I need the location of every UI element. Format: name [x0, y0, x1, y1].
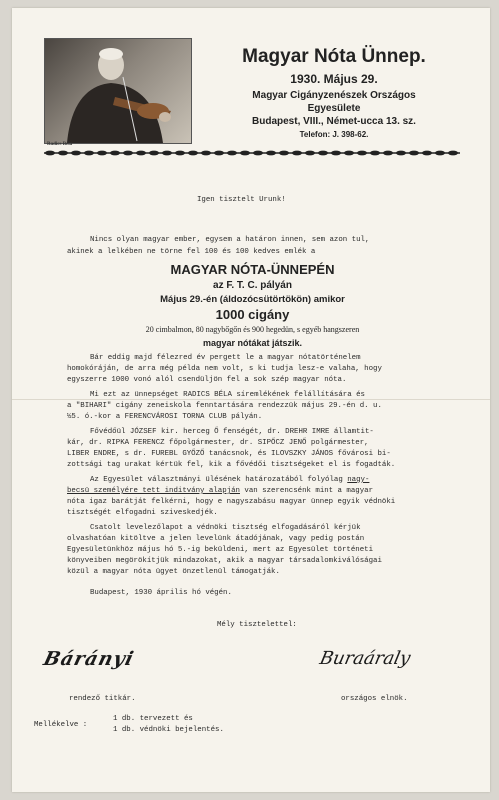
instrument-list: 20 cimbalmon, 80 nagybőgőn és 900 hegedün, s egyéb hangszeren: [145, 325, 360, 334]
event-action: magyar nótákat játszik.: [202, 338, 303, 348]
letterhead-address: Budapest, VIII., Német-ucca 13. sz.: [252, 116, 416, 127]
intro-line: akinek a lelkében ne törne fel 100 és 100 kedves emlék a: [67, 248, 316, 256]
paragraph-line: Csatolt levelezőlapot a védnöki tisztség elfogadásáról kérjük: [90, 524, 361, 532]
underlined-text: becsü személyére tett inditvány alapján: [67, 487, 240, 495]
letterhead-date: 1930. Május 29.: [290, 72, 378, 86]
letterhead-organization: Magyar Cigányzenészek Országos: [252, 90, 416, 101]
paragraph-line: nóta igaz barátját felkérni, hogy e nagyszabásu magyar ünnep egyik védnöki: [67, 498, 396, 506]
paragraph-line: olvashatóan kitöltve a jelen levelünk átadójának, vagy pedig postán: [67, 535, 365, 543]
underlined-text: nagy-: [347, 476, 370, 484]
right-signer-role: országos elnök.: [341, 695, 408, 703]
paragraph-line: könyveiben megörökítjük mindazokat, akik a magyar társadalomkiválóságai: [67, 557, 382, 565]
photo-caption: Radics Béla: [47, 142, 73, 147]
place-date: Budapest, 1930 április hó végén.: [90, 589, 232, 597]
paragraph-line: Mi ezt az ünnepséget RADICS BÉLA síremlékének felállítására és: [90, 391, 365, 399]
paragraph-line: Bár eddig majd félezred év pergett le a magyar nótatörténelem: [90, 354, 361, 362]
paragraph-line: LIBER ENDRE, s dr. FUREBL GYŐZŐ tanácsnok, és ILOVSZKY JÁNOS fővárosi bi-: [67, 450, 391, 458]
enclosure-item: 1 db. védnöki bejelentés.: [113, 726, 224, 734]
intro-line: Nincs olyan magyar ember, egysem a határon innen, sem azon tul,: [90, 236, 370, 244]
paragraph-line: [90, 476, 369, 484]
paragraph-line: Egyesületünkhöz május hó 5.-ig beküldeni, mert az Egyesület történeti: [67, 546, 374, 554]
paragraph-line: a "BIHARI" cigány zeneiskola fenntartására rendezzük május 29.-én d. u.: [67, 402, 382, 410]
paragraph-text: Az Egyesület választmányi ülésének határozatából folyólag: [90, 476, 348, 484]
paragraph-line: tisztségét elfogadni sziveskedjék.: [67, 509, 218, 517]
decorative-rule: [44, 148, 460, 158]
event-count: 1000 cigány: [215, 307, 290, 322]
right-signature: Buraáraly: [317, 648, 413, 669]
fold-crease: [12, 399, 490, 400]
paragraph-line: kár, dr. RIPKA FERENCZ főpolgármester, dr. SIPŐCZ JENŐ polgármester,: [67, 439, 369, 447]
closing: Mély tisztelettel:: [217, 621, 297, 629]
paragraph-line: egyszerre 1000 vonó alól csendüljön fel a sok szép magyar nóta.: [67, 376, 347, 384]
enclosure-label: Mellékelve :: [34, 721, 88, 729]
paragraph-line: Fővédőül JÓZSEF kir. herceg Ő fenségét, dr. DREHR IMRE államtit-: [90, 428, 374, 436]
letterhead-phone: Telefon: J. 398-62.: [299, 130, 369, 139]
violinist-photo: [44, 38, 192, 144]
paragraph-line: [67, 487, 373, 495]
paragraph-line: zottsági tag urakat kértük fel, kik a fővédői tisztségeket el is fogadták.: [67, 461, 396, 469]
salutation: Igen tisztelt Urunk!: [197, 196, 286, 204]
paragraph-line: ½5. ó.-kor a FERENCVÁROSI TORNA CLUB pályán.: [67, 413, 263, 421]
left-signer-role: rendező titkár.: [69, 695, 136, 703]
left-signature: Bárányi: [41, 648, 137, 670]
violinist-illustration: [45, 39, 191, 143]
paragraph-text: van szerencsénk mint a magyar: [239, 487, 374, 495]
letterhead-title: Magyar Nóta Ünnep.: [242, 46, 426, 67]
paragraph-line: közül a magyar nóta ügyet önzetlenül támogatják.: [67, 568, 280, 576]
event-date: Május 29.-én (áldozócsütörtökön) amikor: [160, 294, 345, 305]
letterhead-organization-2: Egyesülete: [307, 103, 361, 114]
event-title: MAGYAR NÓTA-ÜNNEPÉN: [170, 262, 335, 277]
enclosure-item: 1 db. tervezett és: [113, 715, 193, 723]
paragraph-line: homokóráján, de arra még példa nem volt, s ki tudja lesz-e valaha, hogy: [67, 365, 382, 373]
event-venue: az F. T. C. pályán: [213, 280, 292, 291]
